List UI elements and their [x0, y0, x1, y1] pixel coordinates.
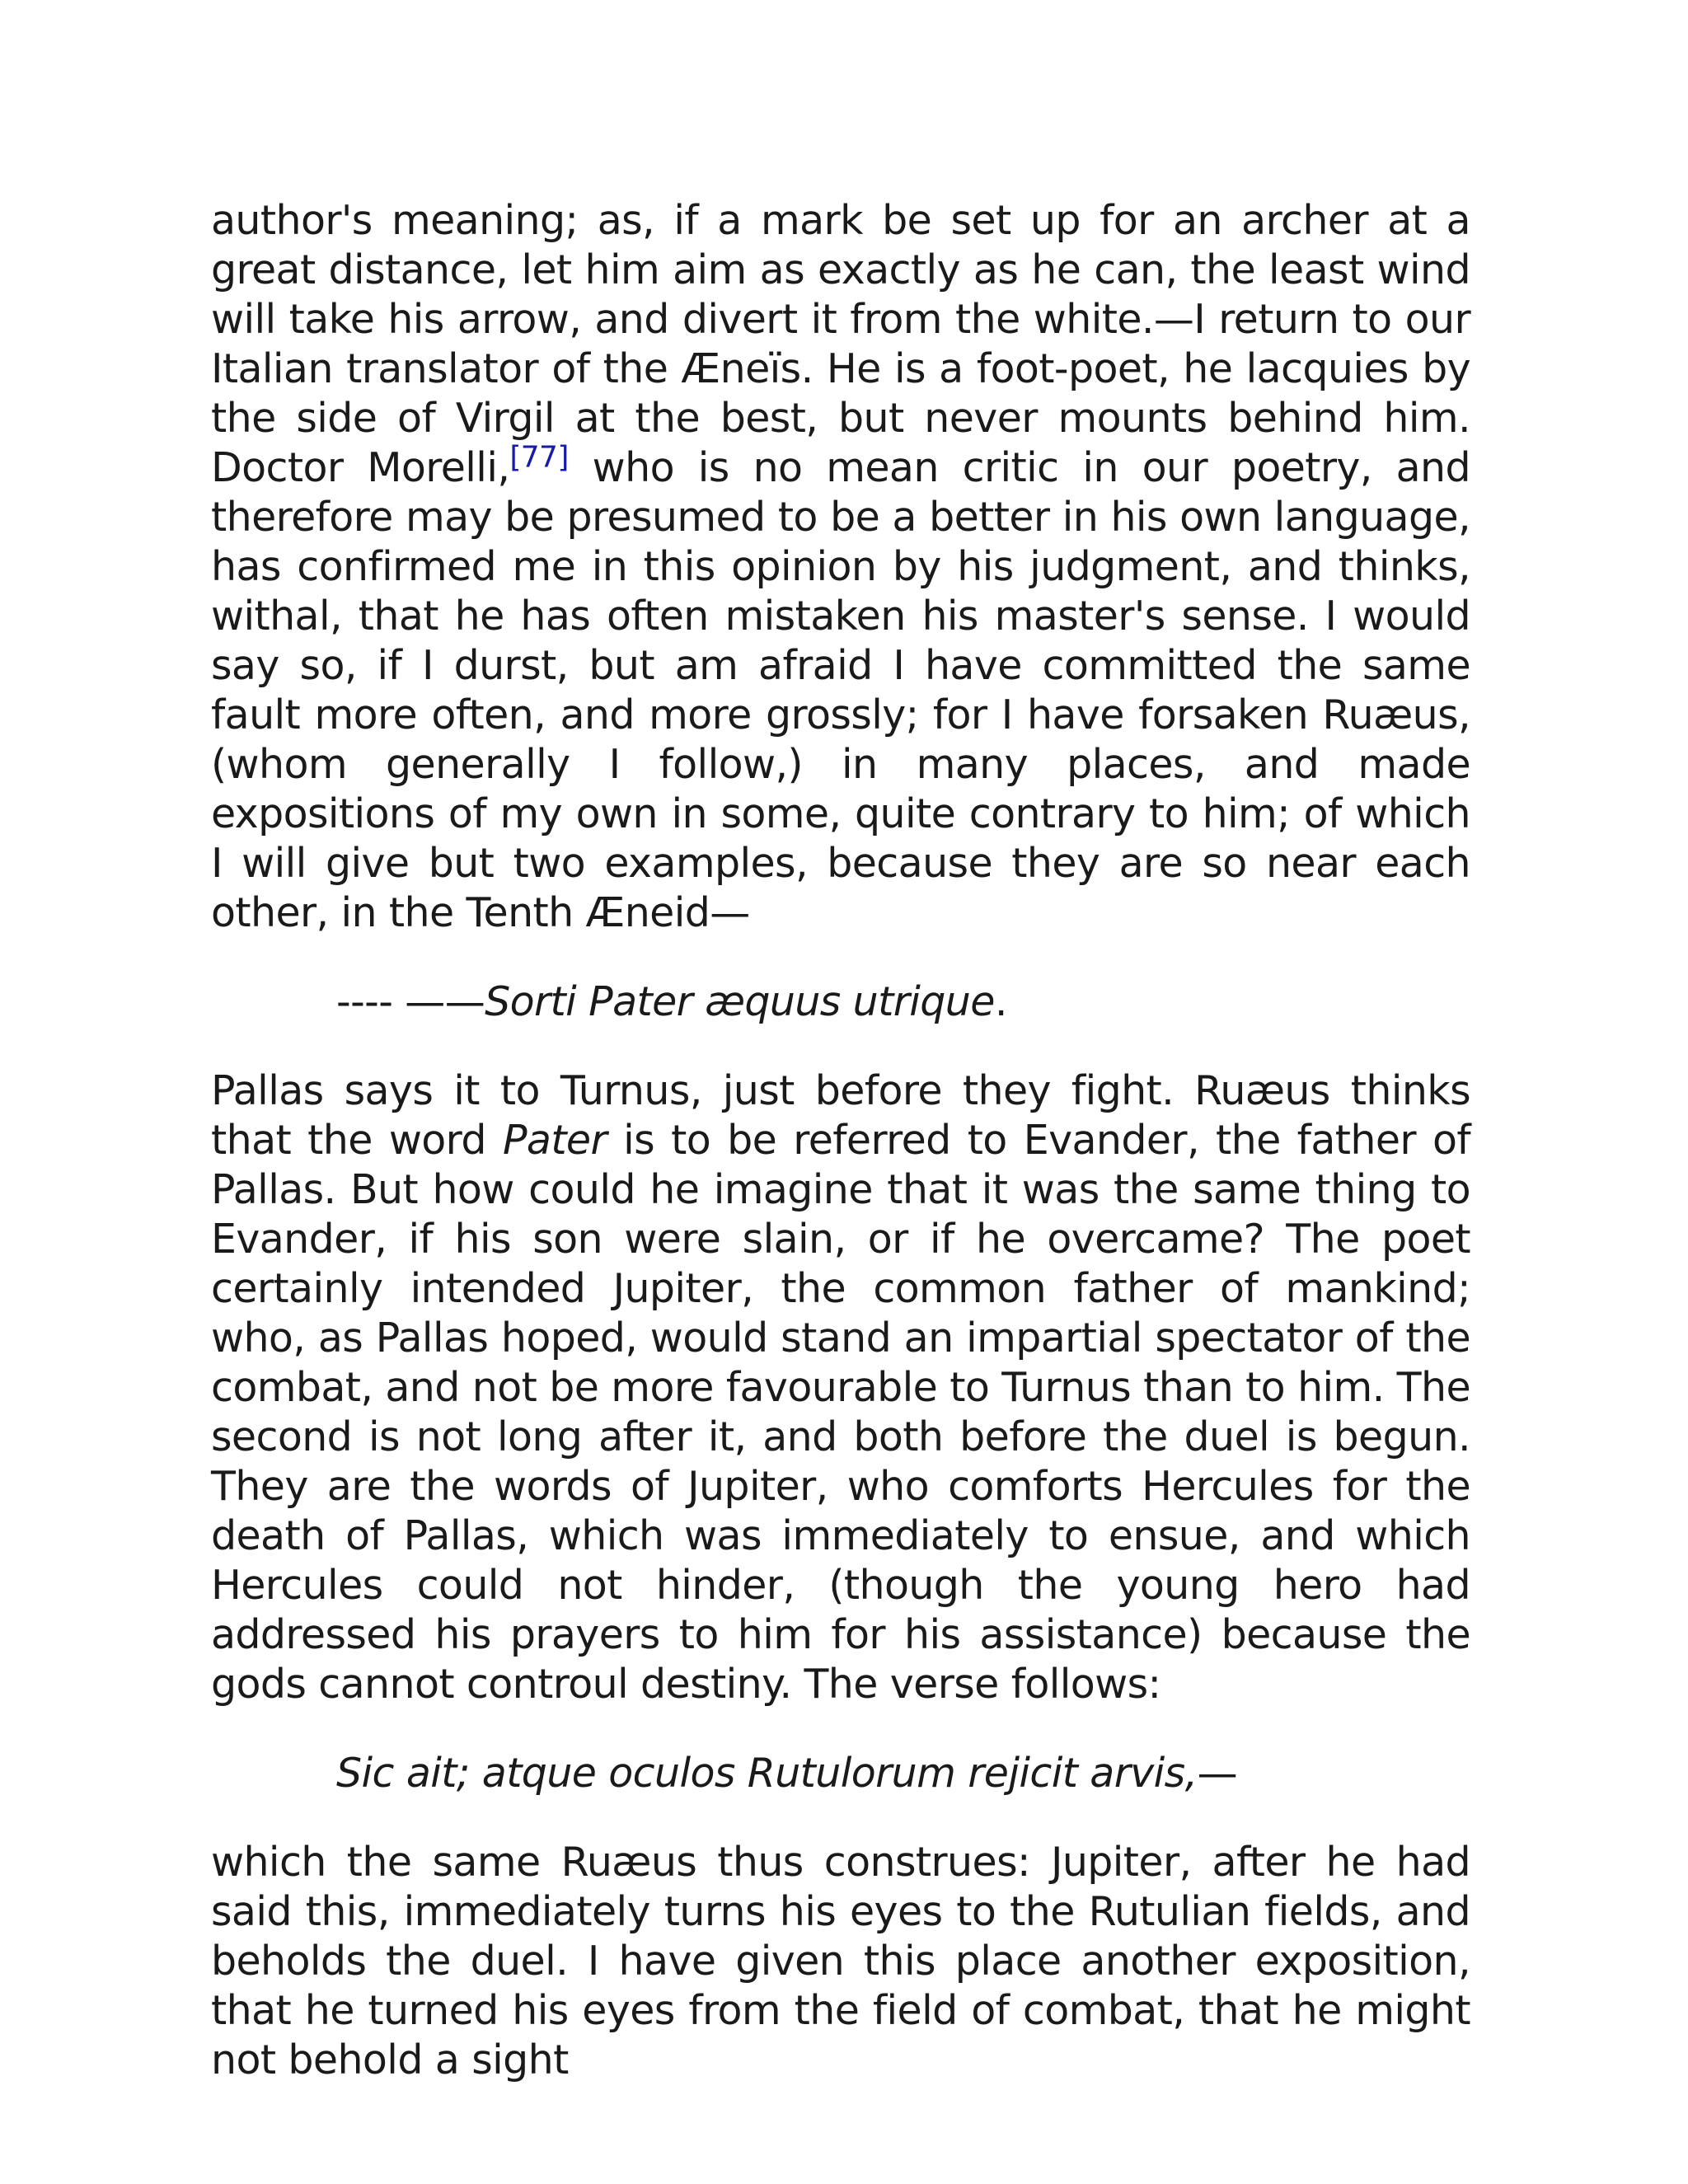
paragraph-1-text-b: who is no mean critic in our poetry, and therefore may be presumed to be a better in his own language, has confirmed me in this opinion by his judgment, and thinks, withal, that he has often mistaken his master's sense. I would say so, if I durst, but am afraid I have committed the same fault more often, and more grossly; for I have forsaken Ruæus, (whom generally I follow,) in many places, and made expositions of my own in some, quite contrary to him; of which I will give but two examples, because they are so near each other, in the Tenth Æneid— [211, 444, 1470, 936]
paragraph-2-italic-word: Pater [502, 1117, 607, 1164]
spacer [211, 1709, 1470, 1749]
document-page [211, 196, 1470, 2085]
verse-1-prefix: ---- —— [336, 978, 485, 1025]
spacer [211, 1798, 1470, 1838]
paragraph-2-text-b: is to be referred to Evander, the father of Pallas. But how could he imagine that it was the same thing to Evander, if his son were slain, or if he overcame? The poet certainly intended Jupiter, the common father of mankind; who, as Pallas hoped, would stand an impartial spectator of the combat, and not be more favourable to Turnus than to him. The second is not long after it, and both before the duel is begun. They are the words of Jupiter, who comforts Hercules for the death of Pallas, which was immediately to ensue, and which Hercules could not hinder, (though the young hero had addressed his prayers to him for his assistance) because the gods cannot controul destiny. The verse follows: [211, 1117, 1470, 1708]
spacer [211, 1027, 1470, 1066]
paragraph-1-text-a: author's meaning; as, if a mark be set up for an archer at a great distance, let him aim as exactly as he can, the least wind will take his arrow, and divert it from the white.—I return to our Italian translator of the Æneïs. He is a foot-poet, he lacquies by the side of Virgil at the best, but never mounts behind him. Doctor Morelli, [211, 197, 1470, 491]
paragraph-3: which the same Ruæus thus construes: Jupiter, after he had said this, immediately turns his eyes to the Rutulian fields, and beholds the duel. I have given this place another exposition, that he turned his eyes from the field of combat, that he might not behold a sight [211, 1839, 1470, 2083]
paragraph-2 [211, 1066, 1470, 1709]
verse-1-suffix: . [994, 978, 1007, 1025]
verse-2-latin: Sic ait; atque oculos Rutulorum rejicit arvis, [336, 1750, 1198, 1797]
paragraph-2-text-a: Pallas says it to Turnus, just before they fight. Ruæus thinks that the word [211, 1067, 1470, 1164]
paragraph-1 [211, 196, 1470, 938]
spacer [211, 938, 1470, 977]
footnote-link-77[interactable]: [77] [509, 440, 569, 475]
verse-1-latin: Sorti Pater æquus utrique [485, 978, 995, 1025]
verse-quote-2 [211, 1749, 1470, 1798]
verse-quote-1 [211, 977, 1470, 1027]
verse-2-suffix: — [1197, 1750, 1237, 1797]
